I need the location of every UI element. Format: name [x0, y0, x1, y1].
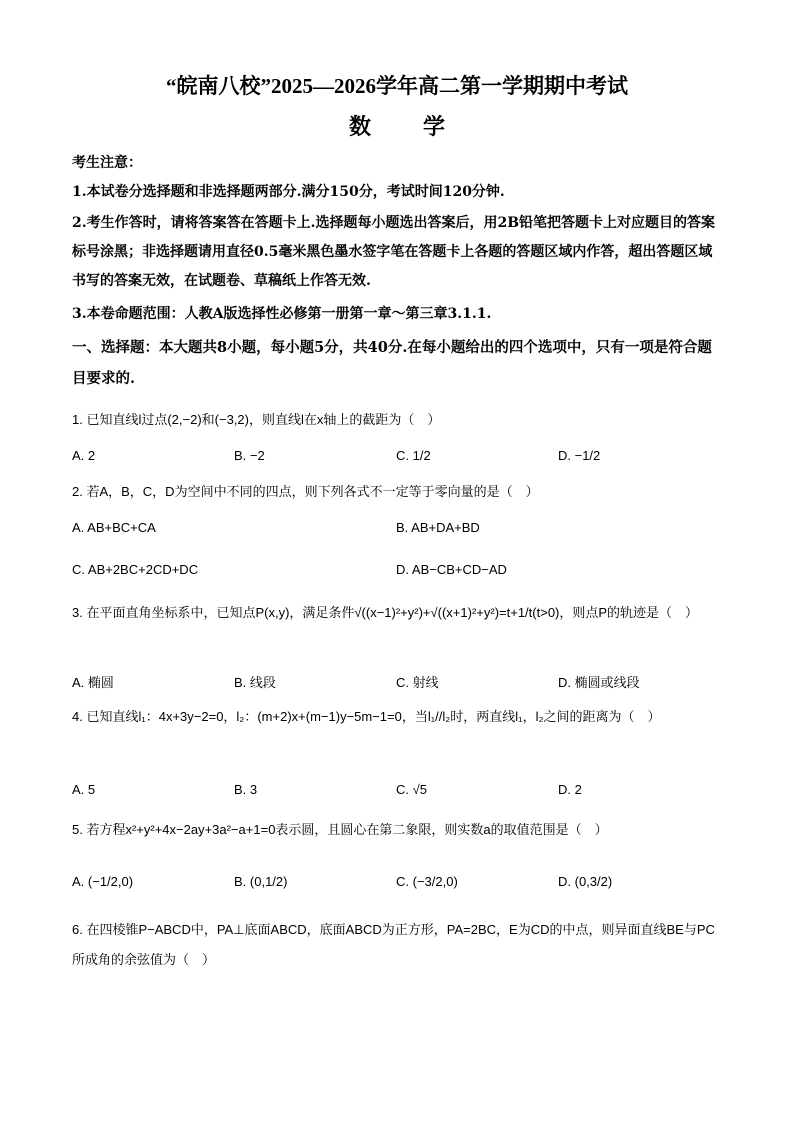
q1-option-d: D. −1/2	[558, 448, 601, 463]
q3-option-a: A. 椭圆	[72, 675, 114, 690]
note-3: 3.本卷命题范围：人教A版选择性必修第一册第一章～第三章3.1.1.	[72, 306, 492, 322]
q3-option-c: C. 射线	[396, 675, 439, 690]
q1-option-b: B. −2	[234, 448, 265, 463]
q4-option-a: A. 5	[72, 782, 96, 797]
q1-option-a: A. 2	[72, 448, 96, 463]
question-6-stem: 6. 在四棱锥P−ABCD中，PA⊥底面ABCD，底面ABCD为正方形，PA=2BC，E为CD的中点，则异面直线BE与PC所成角的余弦值为（ ）	[72, 922, 715, 967]
q4-option-c: C. √5	[396, 782, 427, 797]
q2-option-d: D. AB−CB+CD−AD	[396, 562, 507, 577]
q3-option-d: D. 椭圆或线段	[558, 675, 640, 690]
exam-subject: 数学	[348, 114, 497, 140]
note-2: 2.考生作答时，请将答案答在答题卡上.选择题每小题选出答案后，用2B铅笔把答题卡上对应题目的答案标号涂黑；非选择题请用直径0.5毫米黑色墨水签字笔在答题卡上各题的答题区域内作答，超出答题区域书写的答案无效，在试题卷、草稿纸上作答无效.	[72, 215, 716, 289]
question-1-stem: 1. 已知直线l过点(2,−2)和(−3,2)，则直线l在x轴上的截距为（ ）	[72, 412, 441, 427]
q2-option-a: A. AB+BC+CA	[72, 520, 156, 535]
q2-option-c: C. AB+2BC+2CD+DC	[72, 562, 199, 577]
q5-option-d: D. (0,3/2)	[558, 874, 613, 889]
q4-option-d: D. 2	[558, 782, 582, 797]
q5-option-a: A. (−1/2,0)	[72, 874, 134, 889]
section-heading: 一、选择题：本大题共8小题，每小题5分，共40分.在每小题给出的四个选项中，只有一项是符合题目要求的.	[72, 339, 712, 387]
q5-option-b: B. (0,1/2)	[234, 874, 288, 889]
notes-heading: 考生注意：	[72, 155, 142, 171]
question-3-stem: 3. 在平面直角坐标系中，已知点P(x,y)，满足条件√((x−1)²+y²)+√((x+1)²+y²)=t+1/t(t>0)，则点P的轨迹是（ ）	[72, 605, 699, 620]
exam-title: “皖南八校”2025—2026学年高二第一学期期中考试	[166, 74, 628, 98]
q1-option-c: C. 1/2	[396, 448, 431, 463]
note-1: 1.本试卷分选择题和非选择题两部分.满分150分，考试时间120分钟.	[72, 184, 505, 200]
q5-option-c: C. (−3/2,0)	[396, 874, 458, 889]
question-4-stem: 4. 已知直线l₁：4x+3y−2=0，l₂：(m+2)x+(m−1)y−5m−1=0，当l₁//l₂时，两直线l₁，l₂之间的距离为（ ）	[72, 709, 661, 724]
question-2-stem: 2. 若A，B，C，D为空间中不同的四点，则下列各式不一定等于零向量的是（ ）	[72, 484, 539, 499]
question-5-stem: 5. 若方程x²+y²+4x−2ay+3a²−a+1=0表示圆，且圆心在第二象限，则实数a的取值范围是（ ）	[72, 822, 608, 837]
q3-option-b: B. 线段	[234, 675, 276, 690]
q4-option-b: B. 3	[234, 782, 258, 797]
q2-option-b: B. AB+DA+BD	[396, 520, 480, 535]
